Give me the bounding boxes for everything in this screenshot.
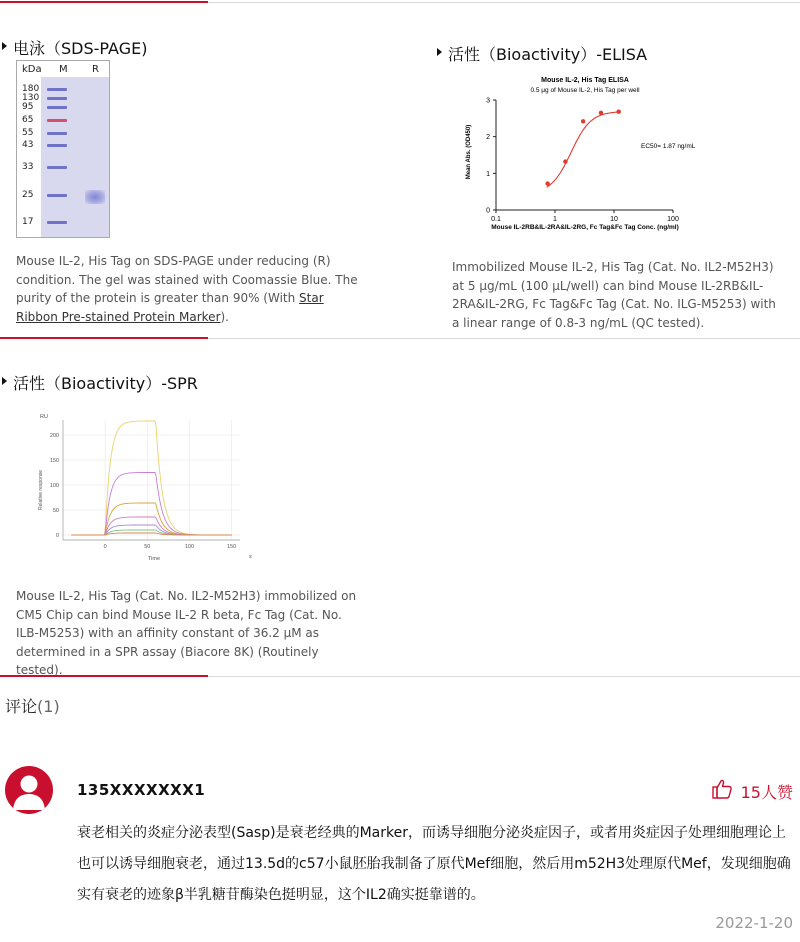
comment-text: 衰老相关的炎症分泌表型(Sasp)是衰老经典的Marker，而诱导细胞分泌炎症因子，或者用炎症因子处理细胞理论上也可以诱导细胞衰老，通过13.5d的c57小鼠胚胎我制备了原代Mef细胞，然后用m52H3处理原代Mef，发现细胞确实有衰老的迹象β半乳糖苷酶染色挺明显，这个IL2确实挺靠谱的。 [77, 825, 791, 903]
spr-description: Mouse IL-2, His Tag (Cat. No. IL2-M52H3) immobilized on CM5 Chip can bind Mouse IL-2 R beta, Fc Tag (Cat. No. ILB-M5253) with an affinity constant of 36.2 μM as determined in a SPR assay (Biacore 8K) (Routinely tested). [16, 589, 357, 677]
marker-band [47, 88, 67, 91]
spr-y-tick-label: 50 [52, 508, 59, 514]
thumbs-up-icon [711, 778, 733, 804]
section-divider [0, 338, 800, 339]
marker-band [47, 132, 67, 135]
ladder-label: 180 [22, 84, 40, 94]
marker-link[interactable]: Star Ribbon Pre-stained Protein Marker [16, 291, 324, 324]
bullet-icon [437, 48, 442, 56]
marker-band [47, 144, 67, 147]
ladder-label: 43 [22, 140, 34, 150]
ladder-label: 25 [22, 190, 34, 200]
spr-x-tick-label: 100 [184, 544, 195, 550]
comments-heading: 评论(1) [5, 697, 60, 716]
marker-band [47, 97, 67, 100]
user-avatar-icon[interactable] [5, 766, 53, 814]
ladder-label: 55 [22, 128, 34, 138]
elisa-chart [458, 72, 708, 242]
gel-header-kda: kDa [22, 64, 42, 75]
spr-y-unit: RU [40, 414, 48, 420]
like-button[interactable] [711, 778, 793, 804]
elisa-chart-title: Mouse IL-2, His Tag ELISA [541, 77, 629, 84]
sds-page-title: 电泳（SDS-PAGE) [2, 36, 147, 59]
elisa-y-tick-label: 0 [486, 207, 490, 215]
ladder-label: 130 [22, 93, 40, 103]
sds-page-gel-image [16, 60, 110, 238]
sds-page-description: Mouse IL-2, His Tag on SDS-PAGE under reducing (R) condition. The gel was stained with Coomassie Blue. The purity of the protein is greater than 90% (With Star Ribbon Pre-stained Protein Marker). [16, 254, 358, 324]
spr-y-tick-label: 100 [49, 483, 59, 489]
ladder-label: 65 [22, 115, 34, 125]
elisa-x-tick-label: 10 [610, 216, 618, 223]
elisa-x-tick-label: 100 [667, 216, 679, 223]
comment-date: 2022-1-20 [715, 914, 793, 932]
ladder-label: 17 [22, 217, 34, 227]
elisa-y-tick-label: 2 [486, 134, 490, 142]
spr-series-line [71, 421, 231, 535]
elisa-description: Immobilized Mouse IL-2, His Tag (Cat. No. IL2-M52H3) at 5 μg/mL (100 μL/well) can bind Mouse IL-2RB&IL-2RA&IL-2RG, Fc Tag&Fc Tag (Cat. No. ILG-M5253) with a linear range of 0.8-3 ng/mL (QC tested). [452, 260, 776, 330]
bullet-icon [2, 377, 7, 385]
elisa-x-tick-label: 1 [553, 216, 557, 223]
elisa-y-tick-label: 1 [486, 170, 490, 178]
elisa-data-point [563, 159, 567, 163]
spr-series-line [71, 517, 231, 535]
elisa-data-point [581, 119, 585, 123]
elisa-ec50-annotation: EC50= 1.87 ng/mL [641, 143, 696, 150]
spr-title: 活性（Bioactivity）-SPR [2, 371, 198, 394]
elisa-data-point [599, 111, 603, 115]
marker-band [47, 166, 67, 169]
elisa-y-tick-label: 3 [486, 97, 490, 105]
spr-y-tick-label: 200 [49, 433, 59, 439]
spr-series-line [71, 530, 231, 535]
marker-band [47, 194, 67, 197]
spr-x-axis-label: Time [147, 556, 161, 562]
spr-y-axis-label: Relative response [38, 469, 44, 511]
elisa-chart-subtitle: 0.5 μg of Mouse IL-2, His Tag per well [530, 87, 640, 94]
comment-username[interactable]: 135XXXXXXX1 [77, 781, 206, 799]
elisa-x-tick-label: 0.1 [491, 216, 501, 223]
marker-band [47, 221, 67, 224]
gel-header-reduced: R [92, 64, 99, 75]
ladder-label: 95 [22, 102, 34, 112]
top-divider [0, 2, 800, 3]
comments-count: (1) [37, 697, 60, 716]
elisa-data-point [545, 181, 549, 185]
bullet-icon [2, 42, 7, 50]
marker-band [47, 106, 67, 109]
ladder-label: 33 [22, 162, 34, 172]
sample-band [85, 190, 105, 204]
elisa-data-point [616, 110, 620, 114]
spr-x-tick-label: 150 [226, 544, 237, 550]
marker-band [47, 119, 67, 122]
spr-x-unit: s [249, 554, 252, 560]
spr-y-tick-label: 0 [55, 533, 59, 539]
elisa-title: 活性（Bioactivity）-ELISA [437, 42, 647, 65]
spr-chart [30, 408, 260, 563]
elisa-x-axis-label: Mouse IL-2RB&IL-2RA&IL-2RG, Fc Tag&Fc Tag Conc. (ng/ml) [491, 224, 679, 231]
gel-header-marker: M [59, 64, 68, 75]
like-count: 15人赞 [740, 782, 793, 802]
spr-series-line [71, 473, 231, 536]
gel-lane-background [41, 77, 109, 237]
spr-y-tick-label: 150 [49, 458, 59, 464]
spr-x-tick-label: 50 [144, 544, 151, 550]
elisa-y-axis-label: Mean Abs. (OD450) [466, 124, 472, 180]
spr-x-tick-label: 0 [103, 544, 107, 550]
